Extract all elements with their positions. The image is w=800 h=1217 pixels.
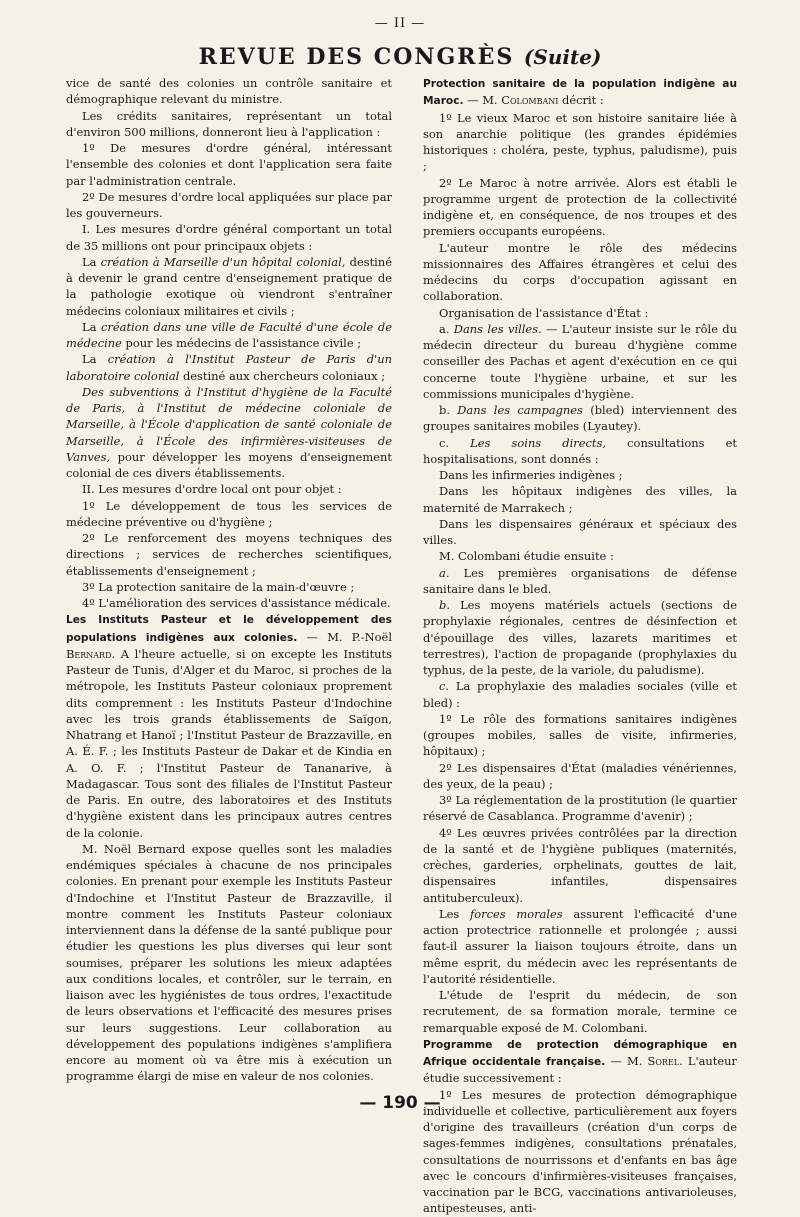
paragraph: Dans les dispensaires généraux et spéciaux des villes.	[423, 516, 737, 547]
right-column	[423, 75, 737, 1217]
section-heading: Programme de protection démographique en Afrique occidentale française.	[423, 1038, 737, 1068]
section-paragraph: Programme de protection démographique en Afrique occidentale française. — M. Sorel. L'auteur étudie successivement :	[423, 1038, 737, 1086]
paragraph: b. Les moyens matériels actuels (sections de prophylaxie régionales, centres de désinfection et d'épouillage des villes, lazarets maritimes et terrestres), l'action de propagande (prophylaxies du typhus, de la peste, de la variole, du paludisme).	[423, 598, 737, 677]
paragraph: c. La prophylaxie des maladies sociales (ville et bled) :	[423, 679, 737, 710]
paragraph: La création à l'Institut Pasteur de Paris d'un laboratoire colonial destiné aux chercheurs coloniaux ;	[66, 352, 392, 383]
paragraph: Les crédits sanitaires, représentant un total d'environ 500 millions, donneront lieu à l'application :	[66, 108, 392, 139]
section-heading: Protection sanitaire de la population indigène au Maroc.	[423, 78, 737, 108]
paragraph: II. Les mesures d'ordre local ont pour objet :	[82, 482, 342, 497]
paragraph: 3º La réglementation de la prostitution (le quartier réservé de Casablanca. Programme d'avenir) ;	[423, 793, 737, 824]
paragraph: Organisation de l'assistance d'État :	[439, 305, 649, 320]
paragraph: Des subventions à l'Institut d'hygiène de la Faculté de Paris, à l'Institut de médecine coloniale de Marseille, à l'École d'application de santé coloniale de Marseille, à l'École des infirmières-visiteuses de Vanves, pour développer les moyens d'enseignement colonial de ces divers établissements.	[66, 384, 392, 480]
paragraph: vice de santé des colonies un contrôle sanitaire et démographique relevant du ministre.	[66, 76, 392, 107]
paragraph: 2º Le renforcement des moyens techniques des directions ; services de recherches scientifiques, établissements d'enseignement ;	[66, 531, 392, 578]
paragraph: M. Noël Bernard expose quelles sont les maladies endémiques spéciales à chacune de nos principales colonies. En prenant pour exemple les Instituts Pasteur d'Indochine et l'Institut Pasteur de Brazzaville, il montre comment les Instituts Pasteur coloniaux interviennent dans la défense de la santé publique pour étudier les questions les plus diverses qui leur sont soumises, préparer les solutions les mieux adaptées aux conditions locales, et contrôler, sur le terrain, en liaison avec les hygiénistes de tous ordres, l'exactitude de leurs observations et l'efficacité des mesures prises sur leurs suggestions. Leur collaboration au développement des populations indigènes s'amplifiera encore au moment où va être mis à exécution un programme élargi de mise en valeur de nos colonies.	[66, 841, 392, 1084]
paragraph: La création à Marseille d'un hôpital colonial, destiné à devenir le grand centre d'enseignement pratique de la pathologie exotique où viendront s'entraîner médecins coloniaux militaires et civils ;	[66, 254, 392, 318]
paragraph: c. Les soins directs, consultations et hospitalisations, sont donnés :	[423, 435, 737, 466]
paragraph: b. Dans les campagnes (bled) interviennent des groupes sanitaires mobiles (Lyautey).	[423, 403, 737, 434]
section-paragraph: Les Instituts Pasteur et le développement des populations indigènes aux colonies. — M. P.-Noël Bernard. A l'heure actuelle, si on excepte les Instituts Pasteur de Tunis, d'Alger et du Maroc, si proches de la métropole, les Instituts Pasteur coloniaux proprement dits comprennent : les Instituts Pasteur d'Indochine avec les trois grands établissements de Saïgon, Nhatrang et Hanoï ; l'Institut Pasteur de Brazzaville, en A. É. F. ; les Instituts Pasteur de Dakar et de Kindia en A. O. F. ; l'Institut Pasteur de Tananarive, à Madagascar. Tous sont des filiales de l'Institut Pasteur de Paris. En outre, des laboratoires et des Instituts d'hygiène existent dans les principaux autres centres de la colonie.	[66, 614, 392, 840]
paragraph: a. Les premières organisations de défense sanitaire dans le bled.	[423, 565, 737, 596]
section-heading: Les Instituts Pasteur et le développement des populations indigènes aux colonies.	[66, 614, 392, 644]
folio: — II —	[374, 16, 426, 31]
paragraph: L'auteur montre le rôle des médecins missionnaires des Affaires étrangères et celui des médecins du corps d'occupation agissant en collaboration.	[423, 240, 737, 304]
paragraph: 1º Le rôle des formations sanitaires indigènes (groupes mobiles, salles de visite, infirmeries, hôpitaux) ;	[423, 711, 737, 759]
paragraph: L'étude de l'esprit du médecin, de son recrutement, de sa formation morale, termine ce remarquable exposé de M. Colombani.	[423, 988, 737, 1035]
page-title	[0, 44, 800, 70]
paragraph: 4º Les œuvres privées contrôlées par la direction de la santé et de l'hygiène publiques (maternités, crèches, garderies, orphelinats, gouttes de lait, dispensaires infantiles, dispensaires antituberculeux).	[423, 825, 737, 905]
paragraph: I. Les mesures d'ordre général comportant un total de 35 millions ont pour principaux objets :	[66, 222, 392, 253]
paragraph: 3º La protection sanitaire de la main-d'œuvre ;	[82, 579, 355, 594]
author-name: Sorel	[647, 1054, 680, 1068]
paragraph: 1º Le vieux Maroc et son histoire sanitaire liée à son anarchie politique (les grandes épidémies historiques : choléra, peste, typhus, paludisme), puis ;	[423, 110, 737, 174]
paragraph: a. Dans les villes. — L'auteur insiste sur le rôle du médecin directeur du bureau d'hygiène comme conseiller des Pachas et agent d'exécution en ce qui concerne toute l'hygiène urbaine, et sur les commissions municipales d'hygiène.	[423, 321, 737, 401]
title-text: REVUE DES CONGRÈS	[198, 44, 515, 70]
paragraph: 4º L'amélioration des services d'assistance médicale.	[82, 596, 391, 610]
section-paragraph: Protection sanitaire de la population indigène au Maroc. — M. Colombani décrit :	[423, 78, 737, 108]
paragraph: 1º Le développement de tous les services de médecine préventive ou d'hygiène ;	[66, 498, 392, 529]
paragraph: 2º Les dispensaires d'État (maladies vénériennes, des yeux, de la peau) ;	[423, 760, 737, 791]
paragraph: 2º De mesures d'ordre local appliquées sur place par les gouverneurs.	[66, 189, 392, 220]
page-number: — 190 —	[359, 1093, 441, 1113]
title-suffix: (Suite)	[523, 45, 602, 69]
paragraph: La création dans une ville de Faculté d'une école de médecine pour les médecins de l'assistance civile ;	[66, 319, 392, 350]
paragraph: 2º Le Maroc à notre arrivée. Alors est établi le programme urgent de protection de la collectivité indigène et, en conséquence, de nos troupes et des premiers occupants européens.	[423, 175, 737, 239]
left-column	[66, 75, 392, 1085]
paragraph: Dans les infirmeries indigènes ;	[439, 468, 623, 482]
paragraph: 1º De mesures d'ordre général, intéressant l'ensemble des colonies et dont l'application sera faite par l'administration centrale.	[66, 141, 392, 188]
author-name: Bernard	[66, 646, 112, 661]
paragraph: M. Colombani étudie ensuite :	[439, 549, 614, 564]
paragraph: Les forces morales assurent l'efficacité d'une action protectrice rationnelle et prolongée ; aussi faut-il assurer la liaison toujours étroite, dans un même esprit, du médecin avec les représentants de l'autorité résidentielle.	[423, 906, 737, 986]
author-name: Colombani	[501, 93, 559, 108]
paragraph: 1º Les mesures de protection démographique individuelle et collective, particulièrement aux foyers d'origine des travailleurs (création d'un corps de sages-femmes indigènes, consultations prénatales, consultations de nourrissons et d'enfants en bas âge avec le concours d'infirmières-visiteuses françaises, vaccination par le BCG, vaccinations antivarioleuses, antipesteuses, anti-	[423, 1087, 737, 1216]
paragraph: Dans les hôpitaux indigènes des villes, la maternité de Marrakech ;	[423, 484, 737, 515]
